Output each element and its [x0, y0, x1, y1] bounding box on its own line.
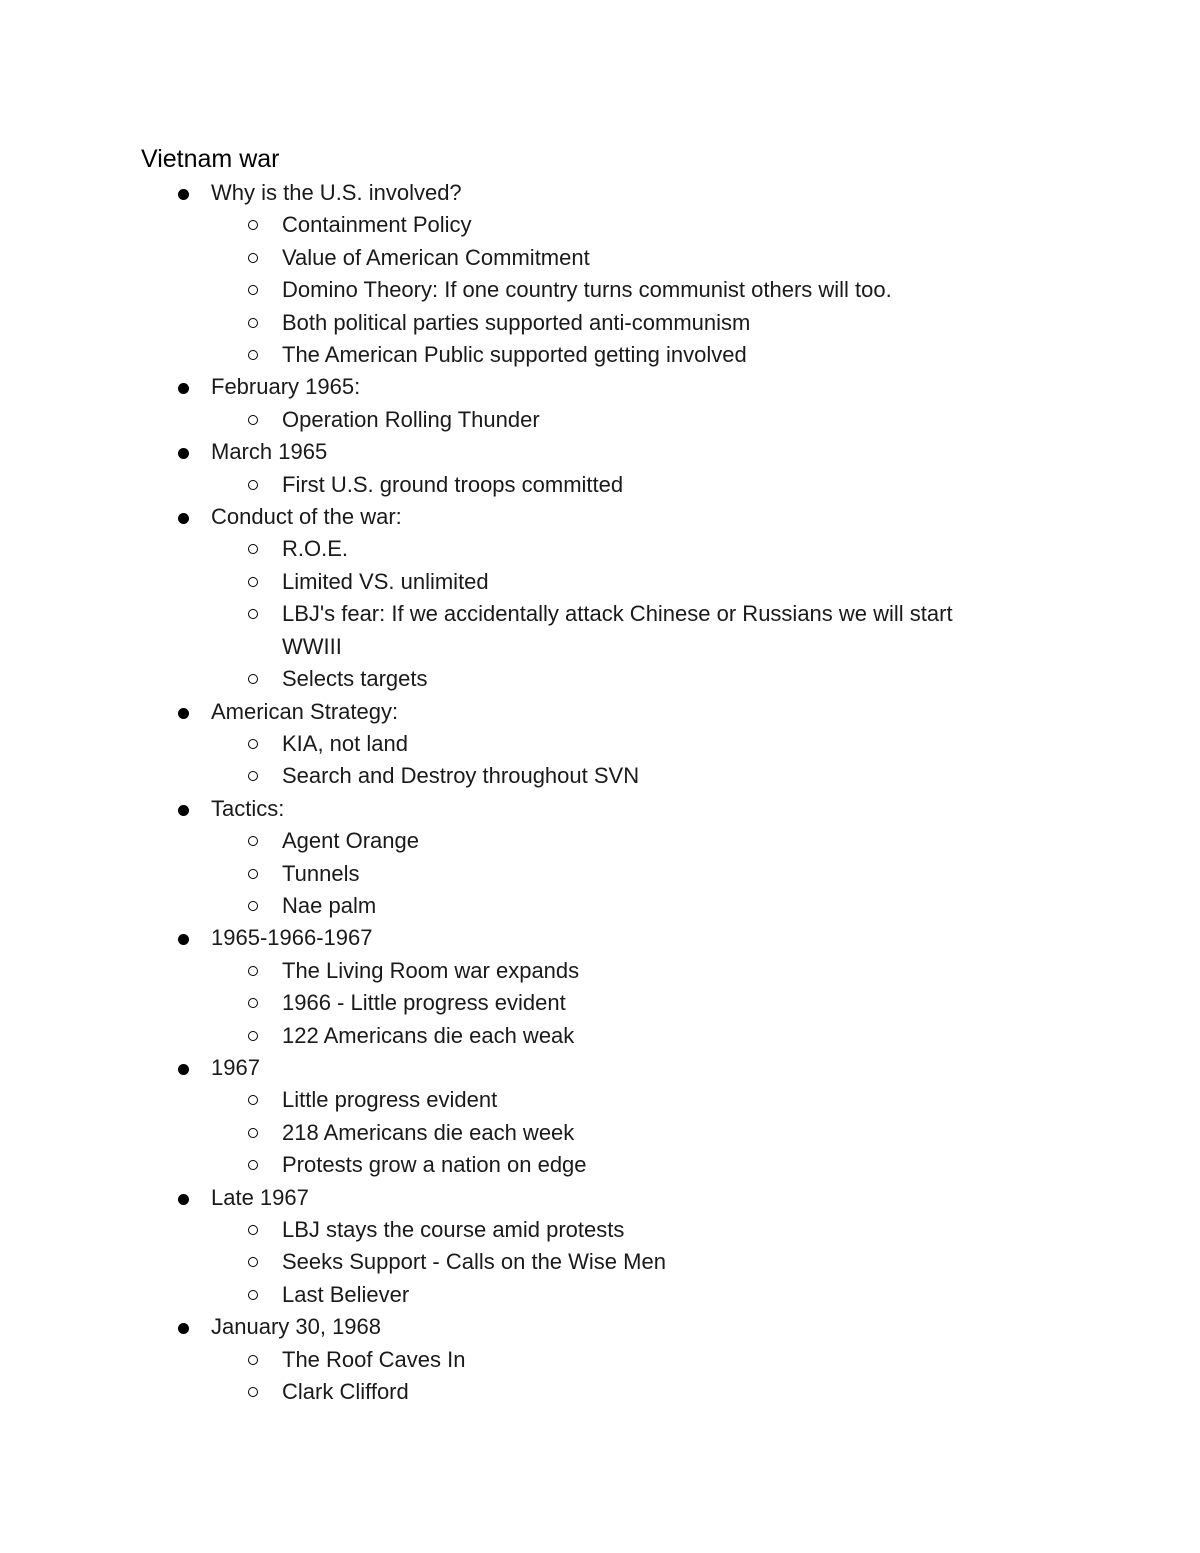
sub-bullet-item: [0, 469, 1200, 501]
bullet-text: 122 Americans die each weak: [282, 1022, 575, 1048]
bullet-outline: [0, 177, 1200, 1408]
sub-bullet-item: [0, 987, 1200, 1019]
bullet-item: [0, 1311, 1200, 1343]
sub-bullet-item: [0, 209, 1200, 241]
bullet-text: Why is the U.S. involved?: [211, 180, 462, 205]
sub-bullet-item: [0, 1149, 1200, 1181]
bullet-text: Tactics:: [211, 795, 285, 821]
bullet-text: Both political parties supported anti-communism: [282, 309, 751, 335]
bullet-item: [0, 696, 1200, 728]
bullet-text: The Roof Caves In: [282, 1346, 466, 1372]
bullet-text: Selects targets: [282, 666, 428, 692]
bullet-text: Operation Rolling Thunder: [282, 406, 540, 432]
bullet-text: KIA, not land: [282, 730, 408, 756]
sub-bullet-item: [0, 1117, 1200, 1149]
filled-bullet-icon: [178, 448, 189, 459]
bullet-text: Seeks Support - Calls on the Wise Men: [282, 1249, 666, 1275]
document-title: Vietnam war: [141, 145, 280, 173]
bullet-text: LBJ's fear: If we accidentally attack Chinese or Russians we will start WWIII: [282, 601, 953, 659]
bullet-text: January 30, 1968: [211, 1314, 382, 1340]
bullet-text: Limited VS. unlimited: [282, 568, 489, 594]
bullet-text: Protests grow a nation on edge: [282, 1152, 587, 1178]
hollow-bullet-icon: [248, 253, 258, 263]
hollow-bullet-icon: [248, 480, 258, 490]
filled-bullet-icon: [178, 513, 189, 524]
sub-bullet-item: [0, 598, 1200, 663]
bullet-text: R.O.E.: [282, 536, 349, 562]
bullet-text: Little progress evident: [282, 1087, 498, 1113]
hollow-bullet-icon: [248, 1095, 258, 1105]
bullet-item: [0, 436, 1200, 468]
bullet-item: [0, 1182, 1200, 1214]
bullet-text: February 1965:: [211, 374, 361, 400]
hollow-bullet-icon: [248, 1225, 258, 1235]
hollow-bullet-icon: [248, 869, 258, 879]
bullet-text: 218 Americans die each week: [282, 1119, 575, 1145]
bullet-item: [0, 793, 1200, 825]
hollow-bullet-icon: [248, 771, 258, 781]
hollow-bullet-icon: [248, 1355, 258, 1365]
bullet-text: Nae palm: [282, 892, 377, 918]
sub-bullet-item: [0, 339, 1200, 371]
bullet-text: LBJ stays the course amid protests: [282, 1217, 625, 1242]
hollow-bullet-icon: [248, 1031, 258, 1041]
hollow-bullet-icon: [248, 1257, 258, 1267]
sub-bullet-item: [0, 1279, 1200, 1311]
filled-bullet-icon: [178, 1194, 189, 1205]
filled-bullet-icon: [178, 1323, 189, 1334]
sub-bullet-item: [0, 1214, 1200, 1246]
bullet-text: Conduct of the war:: [211, 504, 402, 530]
sub-bullet-item: [0, 307, 1200, 339]
hollow-bullet-icon: [248, 220, 258, 230]
bullet-text: Containment Policy: [282, 212, 472, 238]
hollow-bullet-icon: [248, 739, 258, 749]
hollow-bullet-icon: [248, 1290, 258, 1300]
bullet-item: [0, 922, 1200, 954]
bullet-text: Value of American Commitment: [282, 244, 590, 270]
sub-bullet-item: [0, 890, 1200, 922]
bullet-text: 1966 - Little progress evident: [282, 990, 566, 1016]
sub-bullet-item: [0, 955, 1200, 987]
hollow-bullet-icon: [248, 998, 258, 1008]
sub-bullet-item: [0, 1020, 1200, 1052]
bullet-text: 1967: [211, 1054, 260, 1080]
bullet-text: The Living Room war expands: [282, 957, 580, 983]
bullet-text: American Strategy:: [211, 698, 399, 724]
sub-bullet-item: [0, 1084, 1200, 1116]
hollow-bullet-icon: [248, 285, 258, 295]
hollow-bullet-icon: [248, 1160, 258, 1170]
filled-bullet-icon: [178, 383, 189, 394]
hollow-bullet-icon: [248, 609, 258, 619]
sub-bullet-item: [0, 533, 1200, 565]
bullet-item: [0, 371, 1200, 403]
filled-bullet-icon: [178, 708, 189, 719]
hollow-bullet-icon: [248, 544, 258, 554]
bullet-text: March 1965: [211, 439, 328, 465]
sub-bullet-item: [0, 566, 1200, 598]
sub-bullet-item: [0, 1344, 1200, 1376]
hollow-bullet-icon: [248, 350, 258, 360]
sub-bullet-item: [0, 728, 1200, 760]
bullet-item: [0, 177, 1200, 209]
sub-bullet-item: [0, 1376, 1200, 1408]
sub-bullet-item: [0, 760, 1200, 792]
bullet-text: Last Believer: [282, 1281, 410, 1307]
sub-bullet-item: [0, 274, 1200, 306]
bullet-text: First U.S. ground troops committed: [282, 471, 624, 497]
sub-bullet-item: [0, 404, 1200, 436]
bullet-text: Agent Orange: [282, 828, 419, 854]
bullet-item: [0, 501, 1200, 533]
sub-bullet-item: [0, 663, 1200, 695]
bullet-text: Late 1967: [211, 1184, 309, 1210]
sub-bullet-item: [0, 858, 1200, 890]
hollow-bullet-icon: [248, 577, 258, 587]
bullet-item: [0, 1052, 1200, 1084]
filled-bullet-icon: [178, 1064, 189, 1075]
hollow-bullet-icon: [248, 836, 258, 846]
hollow-bullet-icon: [248, 1128, 258, 1138]
bullet-text: Domino Theory: If one country turns communist others will too.: [282, 277, 892, 303]
sub-bullet-item: [0, 825, 1200, 857]
bullet-text: The American Public supported getting involved: [282, 342, 747, 368]
hollow-bullet-icon: [248, 966, 258, 976]
hollow-bullet-icon: [248, 1387, 258, 1397]
filled-bullet-icon: [178, 189, 189, 200]
sub-bullet-item: [0, 1246, 1200, 1278]
hollow-bullet-icon: [248, 318, 258, 328]
hollow-bullet-icon: [248, 901, 258, 911]
bullet-text: 1965-1966-1967: [211, 925, 373, 951]
bullet-text: Search and Destroy throughout SVN: [282, 763, 640, 789]
filled-bullet-icon: [178, 934, 189, 945]
filled-bullet-icon: [178, 805, 189, 816]
sub-bullet-item: [0, 242, 1200, 274]
bullet-text: Tunnels: [282, 860, 360, 886]
bullet-text: Clark Clifford: [282, 1379, 409, 1405]
hollow-bullet-icon: [248, 415, 258, 425]
hollow-bullet-icon: [248, 674, 258, 684]
